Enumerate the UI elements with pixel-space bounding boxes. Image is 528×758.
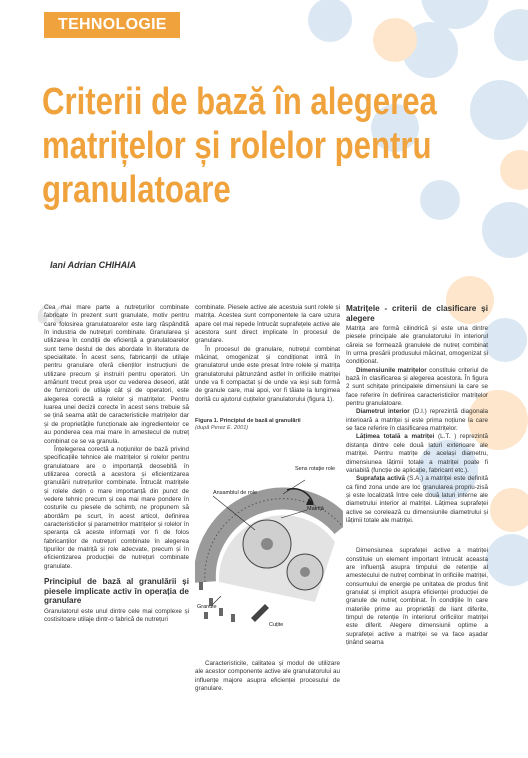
figure-source: (după Perez E. 2001) [195, 425, 249, 431]
term: Diametrul interior [356, 408, 410, 416]
author-name: Iani Adrian CHIHAIA [50, 260, 137, 270]
label-die: Matriță [307, 506, 324, 512]
definition: (L.T. ) reprezintă distanța dintre cele două laturi exterioare ale matriței. Pentru matrițe de același diametru, dimensiunea lățimii totale a matriței poate fi variabilă (funcție de aplicație, fabricant etc.). [346, 433, 488, 474]
quote-mark-icon: “ [34, 288, 68, 372]
paragraph [346, 408, 488, 433]
paragraph: În procesul de granulare, nutrețul combinat măcinat, omogenizat și condiționat intră în granulatorul unde este presat între rolele și matrița granulatorului pătrunzând astfel în orificiile matriței unde va fi compactat și de unde va ieși sub formă de granule care, mai apoi, vor fi tăiate la lungimea dorită cu ajutorul cuțitelor granulatorului (figura 1). [195, 345, 340, 403]
section-heading: Principiul de bază al granulării și piesele implicate activ în operația de granulare [44, 577, 189, 605]
column-2-bottom [195, 660, 340, 693]
section-tab: TEHNOLOGIE [44, 12, 180, 38]
term: Suprafața activă [356, 475, 406, 483]
label-rollers: Ansamblul de role [213, 490, 258, 496]
definition: (S.A.) a matriței este definită ca fiind zona unde are loc granularea propriu-zisă și este localizată între cele două laturi interne ale diametrului interior al matriței. Lățimea suprafeței active se corelează cu dimensiunile diametrului și lățimii totale ale matriței. [346, 475, 488, 524]
paragraph [346, 433, 488, 475]
paragraph [346, 367, 488, 409]
paragraph: Granulatorul este unul dintre cele mai complexe și costisitoare utilaje dintr-o fabrică de nutrețuri [44, 607, 189, 623]
figure-1 [195, 418, 343, 658]
paragraph: Cea mai mare parte a nutrețurilor combinate fabricate în prezent sunt granulate, motiv pentru care folosirea granulatoarelor este larg răspândită în industria de nutrețuri combinate. Granularea și utilizarea în condiții de eficiență a granulatoarelor sunt teme destul de des abordate în literatura de specialitate. În acest sens, fabricanții de utilaje pentru granulare oferă clienților instrucțiuni de utilizare precum și instruiri pentru operatori. Un amănunt trecut prea ușor cu vederea deseori, atât de furnizorii de utilaje cât și de operatori, este alegerea corectă a rolelor și matrițelor. Pentru luarea unei decizii corecte în acest sens trebuie să se țină seama atât de caracteristicile matrițelor dar și de proprietățile funcționale ale ingredientelor ce au ponderea cea mai mare în amestecul de nutreț combinat ce se va granula. [44, 304, 189, 445]
term: Lățimea totală a matriței [356, 433, 435, 441]
label-rotation: Sens rotație role [295, 466, 336, 472]
section-heading: Matrițele - criterii de clasificare și alegere [346, 304, 488, 323]
figure-caption: Figura 1. Principiul de bază al granulării [195, 418, 301, 424]
paragraph: combinate. Piesele active ale acestuia sunt rolele și matrița. Acestea sunt componentele la care uzura apare cel mai repede întrucât suprafețele active ale acestora sunt direct implicate în procesul de granulare. [195, 304, 340, 345]
paragraph: Matrița are formă cilindrică și este una dintre piesele principale ale granulatorului în interiorul căreia se formează granulele de nutreț combinat în urma presării produsului măcinat, omogenizat și condiționat. [346, 325, 488, 366]
paragraph: Dimensiunea suprafeței active a matriței constituie un element important întrucât aceasta are influență asupra timpului de retenție al amestecului de nutreț combinat în orificiile matriței, consumului de energie pe unitatea de produs finit granulat și implicit asupra eficienței producției de granule de nutreț combinat. În condițiile în care materiile prime au proprietăți de liant diferite, timpul de retenție în interiorul orificiilor matriței este diferit. Alegere dimensiunii optime a suprafeței active a matriței se va face așadar ținând seama [346, 547, 488, 647]
paragraph [346, 475, 488, 525]
definition: (D.I.) reprezintă diagonala interioară a matriței și este prima noțiune la care se face referire în clasificarea matrițelor. [346, 408, 489, 433]
column-1 [44, 304, 189, 624]
article-title: Criterii de bază în alegerea matrițelor și rolelor pentru granulatoare [42, 81, 437, 211]
term: Dimensiunile matrițelor [356, 366, 427, 374]
column-3 [346, 304, 488, 647]
definition: constituie criteriul de bază în clasificarea și alegerea acestora. În figura 2 sunt schițate principalele dimensiuni la care se face referire în definirea caracteristicilor matrițelor pentru granulatoare. [346, 366, 488, 408]
column-2 [195, 304, 340, 404]
paragraph: Caracteristicile, calitatea și modul de utilizare ale acestor componente active ale granulatorului au influențe majore asupra eficienței procesului de granulare. [195, 660, 340, 693]
label-pellets: Granule [197, 604, 217, 610]
pelleting-diagram [195, 432, 343, 632]
paragraph: Înțelegerea corectă a noțiunilor de bază privind specificațiile tehnice ale matrițelor și rolelor pentru granulatoare are o importanță deosebită în utilizarea corectă a acestora și eficientizarea granulării nutrețurilor combinate. Întrucât matrițele și rolele dețin o mare importanță din punct de vedere tehnic precum și cea mai mare pondere în costurile cu piesele de schimb, ne propunem să abordăm pe scurt, în acest articol, definirea caracteristicilor și parametrilor matrițelor și rolelor în speranța că aceste informații vor fi de folos fabricanților de nutrețuri combinate în alegerea tipurilor de matriță și role adecvate, precum și în eficientizarea producției de nutrețuri combinate granulate. [44, 445, 189, 570]
label-knife: Cuțite [269, 622, 284, 628]
